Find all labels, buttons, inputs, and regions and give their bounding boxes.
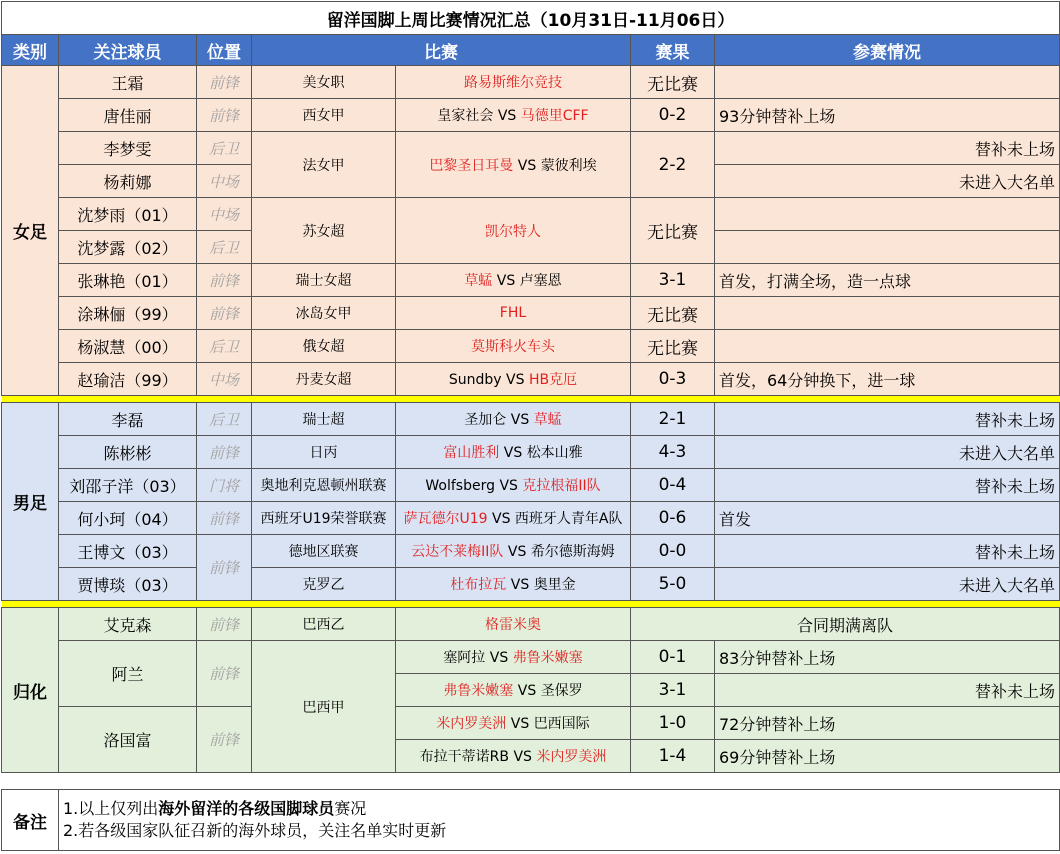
player-name: 沈梦露（02） — [59, 231, 197, 264]
status — [715, 330, 1060, 363]
player-name: 阿兰 — [59, 641, 197, 707]
player-position: 后卫 — [197, 330, 252, 363]
league: 德地区联赛 — [252, 535, 396, 568]
vs-label: VS — [510, 716, 530, 732]
result: 1-0 — [631, 707, 715, 740]
table-row — [2, 297, 1060, 330]
status: 合同期满离队 — [631, 608, 1060, 641]
header-match: 比赛 — [252, 35, 631, 66]
status: 72分钟替补上场 — [715, 707, 1060, 740]
table-row — [2, 707, 1060, 740]
away-team: 圣保罗 — [540, 683, 583, 699]
vs-label: VS — [489, 650, 509, 666]
match-fixture — [396, 535, 631, 568]
player-position: 前锋 — [197, 535, 252, 601]
status — [715, 198, 1060, 231]
club: FHL — [396, 297, 631, 330]
men-section — [2, 403, 1060, 601]
home-team: 富山胜利 — [443, 445, 500, 461]
table-row — [2, 132, 1060, 165]
club: 莫斯科火车头 — [396, 330, 631, 363]
status: 替补未上场 — [715, 132, 1060, 165]
match-fixture — [396, 403, 631, 436]
table-row — [2, 198, 1060, 231]
player-name: 唐佳丽 — [59, 99, 197, 132]
status — [715, 231, 1060, 264]
player-position: 前锋 — [197, 436, 252, 469]
status: 首发，打满全场，造一点球 — [715, 264, 1060, 297]
player-position: 前锋 — [197, 707, 252, 773]
result: 3-1 — [631, 264, 715, 297]
away-team: HB克厄 — [528, 372, 578, 388]
category-women: 女足 — [2, 66, 59, 396]
result: 3-1 — [631, 674, 715, 707]
result: 0-4 — [631, 469, 715, 502]
player-position: 前锋 — [197, 99, 252, 132]
league: 克罗乙 — [252, 568, 396, 601]
header-result: 赛果 — [631, 35, 715, 66]
header-player: 关注球员 — [59, 35, 197, 66]
league: 冰岛女甲 — [252, 297, 396, 330]
league: 奥地利克恩顿州联赛 — [252, 469, 396, 502]
club: 路易斯维尔竞技 — [396, 66, 631, 99]
category-naturalized: 归化 — [2, 608, 59, 773]
vs-label: VS — [492, 511, 511, 527]
result: 0-6 — [631, 502, 715, 535]
result: 无比赛 — [631, 330, 715, 363]
match-fixture — [396, 740, 631, 773]
player-position: 前锋 — [197, 641, 252, 707]
player-name: 杨莉娜 — [59, 165, 197, 198]
away-team: 奥里金 — [533, 577, 576, 593]
league: 瑞士超 — [252, 403, 396, 436]
league: 苏女超 — [252, 198, 396, 264]
player-name: 刘邵子洋（03） — [59, 469, 197, 502]
player-position: 后卫 — [197, 231, 252, 264]
result: 2-1 — [631, 403, 715, 436]
note-line-2: 2.若各级国家队征召新的海外球员，关注名单实时更新 — [63, 821, 447, 840]
player-position: 中场 — [197, 165, 252, 198]
category-men: 男足 — [2, 403, 59, 601]
player-position: 后卫 — [197, 132, 252, 165]
league: 巴西甲 — [252, 641, 396, 773]
vs-label: VS — [497, 108, 517, 124]
status: 替补未上场 — [715, 403, 1060, 436]
match-fixture — [396, 568, 631, 601]
match-fixture — [396, 363, 631, 396]
women-section — [2, 66, 1060, 396]
vs-label: VS — [496, 273, 516, 289]
match-fixture — [396, 436, 631, 469]
vs-label: VS — [510, 577, 530, 593]
result: 0-1 — [631, 641, 715, 674]
section-divider — [2, 396, 1060, 403]
header-status: 参赛情况 — [715, 35, 1060, 66]
table-row — [2, 608, 1060, 641]
player-name: 杨淑慧（00） — [59, 330, 197, 363]
status: 未进入大名单 — [715, 568, 1060, 601]
table-row — [2, 436, 1060, 469]
home-team: 云达不莱梅II队 — [411, 544, 504, 560]
player-name: 李磊 — [59, 403, 197, 436]
player-name: 洛国富 — [59, 707, 197, 773]
player-position: 中场 — [197, 198, 252, 231]
vs-label: VS — [503, 445, 523, 461]
player-position: 后卫 — [197, 403, 252, 436]
match-fixture — [396, 707, 631, 740]
table-row — [2, 330, 1060, 363]
home-team: 塞阿拉 — [443, 650, 486, 666]
status: 83分钟替补上场 — [715, 641, 1060, 674]
header-position: 位置 — [197, 35, 252, 66]
notes-text — [59, 790, 1060, 851]
home-team: 草蜢 — [464, 273, 493, 289]
vs-label: VS — [510, 412, 530, 428]
table-row — [2, 363, 1060, 396]
player-position: 前锋 — [197, 297, 252, 330]
player-name: 涂琳俪（99） — [59, 297, 197, 330]
table-row — [2, 568, 1060, 601]
player-name: 贾博琰（03） — [59, 568, 197, 601]
player-name: 陈彬彬 — [59, 436, 197, 469]
table-row — [2, 535, 1060, 568]
away-team: 西班牙人青年A队 — [514, 511, 623, 527]
status: 93分钟替补上场 — [715, 99, 1060, 132]
status: 首发，64分钟换下，进一球 — [715, 363, 1060, 396]
page-title: 留洋国脚上周比赛情况汇总（10月31日-11月06日） — [2, 2, 1060, 35]
home-team: 杜布拉瓦 — [450, 577, 507, 593]
home-team: 布拉干蒂诺RB — [419, 749, 509, 765]
league: 瑞士女超 — [252, 264, 396, 297]
home-team: Sundby — [448, 372, 502, 388]
notes-row — [2, 790, 1060, 851]
result: 5-0 — [631, 568, 715, 601]
home-team: 巴黎圣日耳曼 — [429, 157, 514, 174]
status: 未进入大名单 — [715, 165, 1060, 198]
away-team: 希尔德斯海姆 — [530, 544, 615, 560]
away-team: 弗鲁米嫩塞 — [512, 650, 583, 666]
player-position: 前锋 — [197, 608, 252, 641]
result: 4-3 — [631, 436, 715, 469]
match-fixture — [396, 132, 631, 198]
vs-label: VS — [517, 683, 537, 699]
league: 西女甲 — [252, 99, 396, 132]
home-team: 皇家社会 — [437, 108, 494, 124]
result: 2-2 — [631, 132, 715, 198]
away-team: 卢塞恩 — [519, 273, 562, 289]
league: 巴西乙 — [252, 608, 396, 641]
vs-label: VS — [513, 749, 532, 765]
table-row — [2, 99, 1060, 132]
league: 日丙 — [252, 436, 396, 469]
table-row — [2, 66, 1060, 99]
home-team: 圣加仑 — [464, 412, 507, 428]
player-name: 李梦雯 — [59, 132, 197, 165]
player-position: 前锋 — [197, 264, 252, 297]
result: 无比赛 — [631, 198, 715, 264]
table-row — [2, 403, 1060, 436]
vs-label: VS — [517, 157, 537, 174]
result: 无比赛 — [631, 297, 715, 330]
section-divider — [2, 601, 1060, 608]
away-team: 草蜢 — [533, 412, 562, 428]
club: 格雷米奥 — [396, 608, 631, 641]
player-name: 赵瑜洁（99） — [59, 363, 197, 396]
league: 丹麦女超 — [252, 363, 396, 396]
match-fixture — [396, 674, 631, 707]
home-team: Wolfsberg — [425, 478, 495, 494]
match-fixture — [396, 502, 631, 535]
league: 法女甲 — [252, 132, 396, 198]
table-row — [2, 264, 1060, 297]
league: 美女职 — [252, 66, 396, 99]
player-name: 张琳艳（01） — [59, 264, 197, 297]
match-fixture — [396, 641, 631, 674]
table-row — [2, 469, 1060, 502]
away-team: 蒙彼利埃 — [540, 157, 597, 174]
header-category: 类别 — [2, 35, 59, 66]
away-team: 松本山雅 — [526, 445, 583, 461]
notes-label: 备注 — [2, 790, 59, 851]
home-team: 米内罗美洲 — [436, 716, 507, 732]
status: 替补未上场 — [715, 674, 1060, 707]
vs-label: VS — [499, 478, 518, 494]
club: 凯尔特人 — [396, 198, 631, 264]
away-team: 克拉根福II队 — [522, 478, 601, 494]
vs-label: VS — [507, 544, 527, 560]
result: 0-2 — [631, 99, 715, 132]
away-team: 巴西国际 — [533, 716, 590, 732]
table-row — [2, 641, 1060, 674]
match-fixture — [396, 264, 631, 297]
summary-table — [1, 1, 1060, 851]
status: 首发 — [715, 502, 1060, 535]
away-team: 马德里CFF — [520, 108, 589, 124]
player-name: 王霜 — [59, 66, 197, 99]
result: 0-3 — [631, 363, 715, 396]
status: 未进入大名单 — [715, 436, 1060, 469]
player-position: 前锋 — [197, 66, 252, 99]
player-position: 中场 — [197, 363, 252, 396]
vs-label: VS — [506, 372, 525, 388]
table-row — [2, 502, 1060, 535]
status — [715, 297, 1060, 330]
home-team: 萨瓦德尔U19 — [403, 511, 488, 527]
player-name: 沈梦雨（01） — [59, 198, 197, 231]
result: 0-0 — [631, 535, 715, 568]
player-name: 何小珂（04） — [59, 502, 197, 535]
note-line-1: 1.以上仅列出海外留洋的各级国脚球员赛况 — [63, 799, 367, 818]
status: 替补未上场 — [715, 535, 1060, 568]
player-name: 王博文（03） — [59, 535, 197, 568]
player-position: 门将 — [197, 469, 252, 502]
player-position: 前锋 — [197, 502, 252, 535]
away-team: 米内罗美洲 — [536, 749, 607, 765]
result: 1-4 — [631, 740, 715, 773]
player-name: 艾克森 — [59, 608, 197, 641]
spacer-row — [2, 773, 1060, 790]
match-fixture — [396, 469, 631, 502]
status: 替补未上场 — [715, 469, 1060, 502]
naturalized-section — [2, 608, 1060, 773]
home-team: 弗鲁米嫩塞 — [443, 683, 514, 699]
result: 无比赛 — [631, 66, 715, 99]
league: 西班牙U19荣誉联赛 — [252, 502, 396, 535]
league: 俄女超 — [252, 330, 396, 363]
status: 69分钟替补上场 — [715, 740, 1060, 773]
status — [715, 66, 1060, 99]
match-fixture — [396, 99, 631, 132]
